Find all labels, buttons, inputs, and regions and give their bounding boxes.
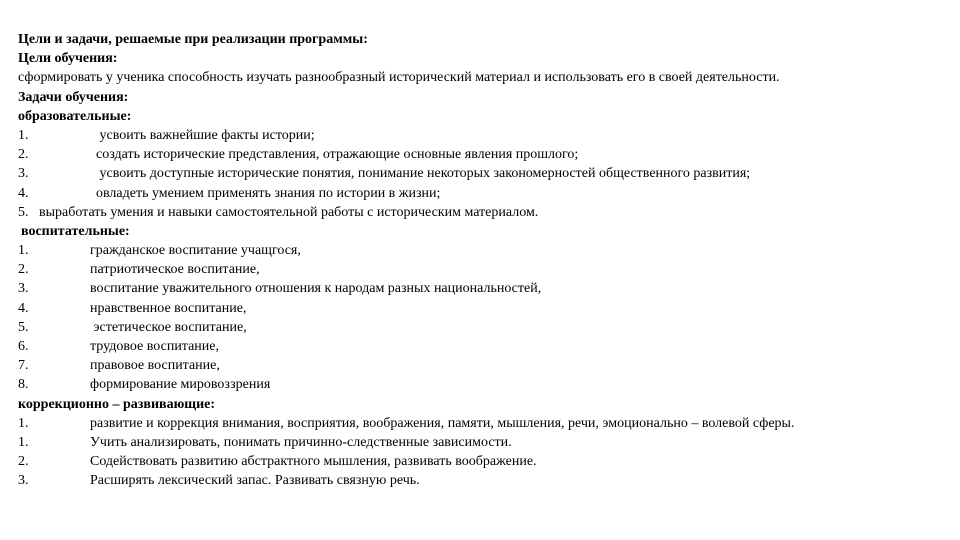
item-number: 6. xyxy=(18,339,29,354)
upbringing-item-7 xyxy=(18,356,948,375)
item-text: патриотическое воспитание, xyxy=(90,262,260,278)
upbringing-item-5 xyxy=(18,318,948,337)
item-number: 7. xyxy=(18,358,29,374)
item-number: 3. xyxy=(18,166,29,182)
correctional-item-4 xyxy=(18,471,948,490)
item-number: 5. xyxy=(18,319,29,335)
correctional-item-3 xyxy=(18,452,948,471)
item-number: 4. xyxy=(18,300,29,316)
upbringing-item-8 xyxy=(18,375,948,394)
item-text: эстетическое воспитание, xyxy=(90,319,247,335)
educational-item-4 xyxy=(18,184,948,203)
item-text: трудовое воспитание, xyxy=(90,339,220,354)
item-text: создать исторические представления, отражающие основные явления прошлого; xyxy=(96,147,579,163)
item-number: 1. xyxy=(18,415,29,431)
item-text: формирование мировоззрения xyxy=(90,377,271,393)
item-text: выработать умения и навыки самостоятельной работы с историческим материалом. xyxy=(39,204,539,220)
item-number: 2. xyxy=(18,147,29,163)
item-text: усвоить важнейшие факты истории; xyxy=(96,127,315,143)
item-number: 2. xyxy=(18,262,29,278)
correctional-item-2 xyxy=(18,433,948,452)
document-title: Цели и задачи, решаемые при реализации программы: xyxy=(18,32,368,47)
item-text: Расширять лексический запас. Развивать связную речь. xyxy=(90,473,420,489)
item-number: 5. xyxy=(18,204,29,220)
item-number: 3. xyxy=(18,473,29,489)
upbringing-item-3 xyxy=(18,279,948,298)
item-number: 3. xyxy=(18,281,29,297)
document-body xyxy=(18,30,948,491)
item-text: гражданское воспитание учащгося, xyxy=(90,243,301,259)
upbringing-item-2 xyxy=(18,260,948,279)
goals-heading: Цели обучения: xyxy=(18,51,118,67)
correctional-item-1 xyxy=(18,414,948,433)
educational-item-3 xyxy=(18,164,948,183)
item-text: правовое воспитание, xyxy=(90,358,220,374)
educational-heading: образовательные: xyxy=(18,108,132,124)
item-number: 8. xyxy=(18,377,29,393)
tasks-heading: Задачи обучения: xyxy=(18,89,129,105)
item-number: 1. xyxy=(18,243,29,259)
item-number: 2. xyxy=(18,454,29,470)
educational-item-2 xyxy=(18,145,948,164)
upbringing-heading: воспитательные: xyxy=(21,223,130,239)
item-text: воспитание уважительного отношения к народам разных национальностей, xyxy=(90,281,542,297)
goals-text: сформировать у ученика способность изучать разнообразный исторический материал и использовать его в своей деятельности. xyxy=(18,70,780,86)
item-text: развитие и коррекция внимания, восприятия, воображения, памяти, мышления, речи, эмоционально – волевой сферы. xyxy=(90,415,795,431)
educational-item-5 xyxy=(18,203,948,222)
upbringing-item-1 xyxy=(18,241,948,260)
item-text: овладеть умением применять знания по истории в жизни; xyxy=(96,185,441,201)
item-text: Содействовать развитию абстрактного мышления, развивать воображение. xyxy=(90,454,537,470)
correctional-heading: коррекционно – развивающие: xyxy=(18,396,216,412)
item-number: 1. xyxy=(18,127,29,143)
item-number: 4. xyxy=(18,185,29,201)
item-text: усвоить доступные исторические понятия, понимание некоторых закономерностей общественного развития; xyxy=(96,166,751,182)
item-number: 1. xyxy=(18,434,29,450)
item-text: Учить анализировать, понимать причинно-следственные зависимости. xyxy=(90,434,512,450)
upbringing-item-6 xyxy=(18,337,948,356)
upbringing-item-4 xyxy=(18,299,948,318)
item-text: нравственное воспитание, xyxy=(90,300,247,316)
educational-item-1 xyxy=(18,126,948,145)
